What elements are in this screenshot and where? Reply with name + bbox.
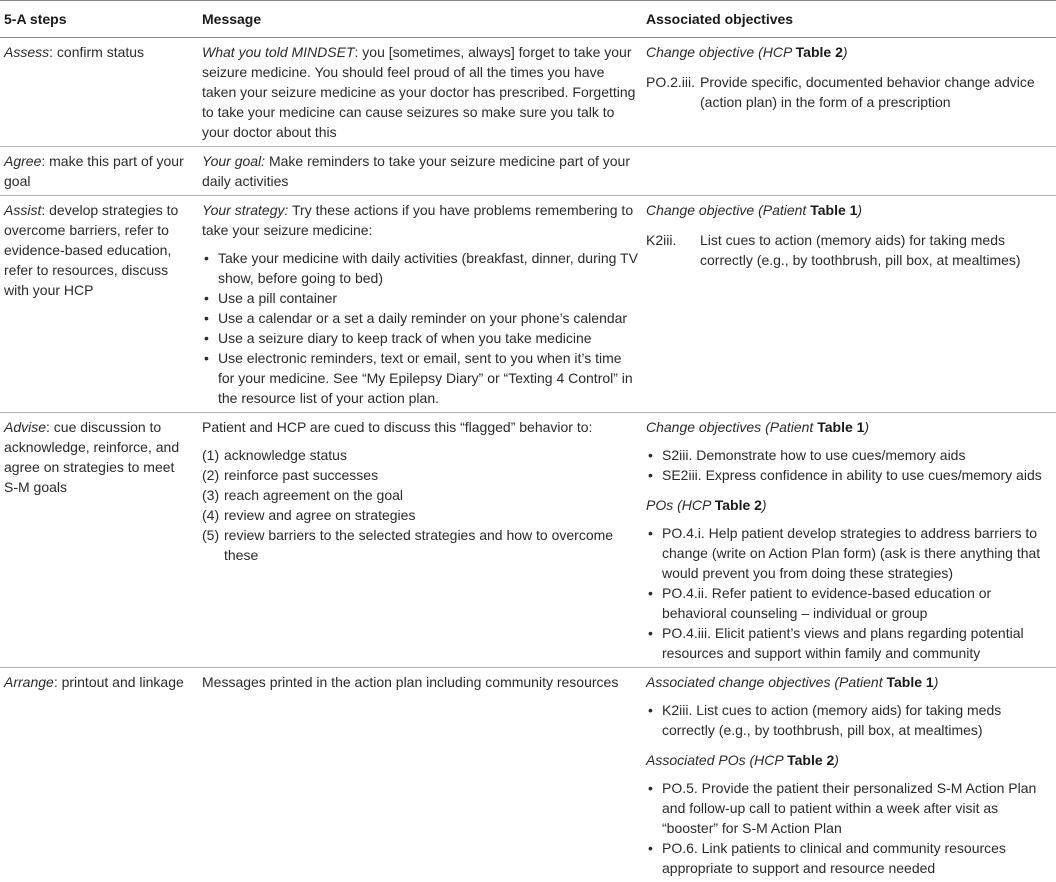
bullet-icon: • [648, 702, 653, 718]
step-desc: : develop strategies to overcome barriers, refer to evidence-based education, refer to resources, discuss with your HCP [4, 202, 179, 298]
list-item [646, 623, 1052, 663]
list-item-text: reach agreement on the goal [224, 487, 404, 503]
list-item-text: Use a pill container [218, 290, 338, 306]
list-item-text: S2iii. Demonstrate how to use cues/memory aids [662, 447, 966, 463]
list-item [646, 778, 1052, 838]
heading-italic: Change objective (HCP [646, 44, 796, 60]
message-cell [194, 668, 642, 882]
step-cell [0, 196, 194, 413]
header-message: Message [194, 1, 642, 38]
bullet-icon: • [648, 525, 653, 541]
step-term: Assess [4, 44, 50, 60]
list-item [202, 328, 638, 348]
objective-item [646, 72, 1052, 112]
list-item [202, 288, 638, 308]
heading-bold: Table 1 [886, 674, 934, 690]
bullet-icon: • [648, 625, 653, 641]
list-number: (2) [202, 467, 220, 483]
list-item [646, 523, 1052, 583]
message-text: Make reminders to take your seizure medicine part of your daily activities [202, 153, 630, 189]
step-desc: : confirm status [49, 44, 145, 60]
objectives-cell [642, 147, 1056, 196]
list-item [202, 348, 638, 408]
strategy-list [202, 248, 638, 408]
objective-code: K2iii. [646, 232, 677, 248]
step-term: Advise [4, 419, 47, 435]
objective-heading [646, 495, 1052, 515]
objective-text: List cues to action (memory aids) for taking meds correctly (e.g., by toothbrush, pill box, at mealtimes) [700, 232, 1021, 268]
objectives-cell [642, 38, 1056, 147]
message-cell [194, 413, 642, 668]
list-item-text: K2iii. List cues to action (memory aids) for taking meds correctly (e.g., by toothbrush, pill box, at mealtimes) [662, 702, 1002, 738]
bullet-icon: • [648, 780, 653, 796]
list-number: (5) [202, 527, 220, 543]
list-item-text: PO.4.i. Help patient develop strategies to address barriers to change (write on Action Plan form) (ask is there anything that would prevent you from doing these strategies) [662, 525, 1041, 581]
list-item-text: PO.5. Provide the patient their personalized S-M Action Plan and follow-up call to patient within a week after visit as “booster” for S-M Action Plan [662, 780, 1037, 836]
step-desc: : printout and linkage [53, 674, 184, 690]
heading-close: ) [933, 674, 939, 690]
header-objectives: Associated objectives [642, 1, 1056, 38]
list-item-text: SE2iii. Express confidence in ability to use cues/memory aids [662, 467, 1042, 483]
objective-heading [646, 750, 1052, 770]
objective-item [646, 230, 1052, 270]
list-number: (4) [202, 507, 220, 523]
table-row-assist [0, 196, 1056, 413]
bullet-icon: • [204, 330, 209, 346]
list-item-text: PO.4.iii. Elicit patient’s views and plans regarding potential resources and support within family and community [662, 625, 1024, 661]
heading-bold: Table 2 [787, 752, 835, 768]
bullet-icon: • [204, 250, 209, 266]
step-cell [0, 147, 194, 196]
message-intro: Your strategy: [202, 202, 289, 218]
objective-heading [646, 42, 1052, 62]
po-list [646, 523, 1052, 663]
message-cell [194, 38, 642, 147]
bullet-icon: • [648, 467, 653, 483]
list-item [202, 525, 638, 565]
step-cell [0, 413, 194, 668]
list-item [202, 505, 638, 525]
step-desc: : make this part of your goal [4, 153, 184, 189]
list-item-text: reinforce past successes [224, 467, 379, 483]
objective-heading [646, 417, 1052, 437]
list-item [646, 583, 1052, 623]
bullet-icon: • [648, 585, 653, 601]
list-item-text: Use a seizure diary to keep track of when you take medicine [218, 330, 592, 346]
heading-italic: Associated change objectives (Patient [646, 674, 887, 690]
objective-heading [646, 200, 1052, 220]
objective-list [646, 700, 1052, 740]
message-text: : you [sometimes, always] forget to take your seizure medicine. You should feel proud of all the times you have taken your seizure medicine as your doctor has prescribed. Forgetting to take your medicine can cause seizures so make sure you talk to your doctor about this [202, 44, 636, 140]
step-term: Arrange [4, 674, 54, 690]
list-item [202, 308, 638, 328]
list-item [646, 465, 1052, 485]
heading-italic: POs (HCP [646, 497, 715, 513]
list-item-text: acknowledge status [224, 447, 347, 463]
header-steps: 5-A steps [0, 1, 194, 38]
list-item-text: review barriers to the selected strategies and how to overcome these [224, 527, 614, 563]
discussion-list [202, 445, 638, 565]
step-cell [0, 668, 194, 882]
bullet-icon: • [648, 840, 653, 856]
list-item [646, 445, 1052, 465]
list-item-text: PO.6. Link patients to clinical and community resources appropriate to support and resource needed [662, 840, 1006, 876]
step-cell [0, 38, 194, 147]
list-item [202, 485, 638, 505]
table-row-assess [0, 38, 1056, 147]
objectives-cell [642, 196, 1056, 413]
list-item [202, 465, 638, 485]
objectives-cell [642, 413, 1056, 668]
message-text: Patient and HCP are cued to discuss this “flagged” behavior to: [202, 419, 593, 435]
heading-close: ) [834, 752, 839, 768]
list-item [646, 838, 1052, 878]
heading-bold: Table 1 [817, 419, 865, 435]
heading-close: ) [857, 202, 863, 218]
bullet-icon: • [648, 447, 653, 463]
list-item-text: Use electronic reminders, text or email, sent to you when it’s time for your medicine. See “My Epilepsy Diary” or “Texting 4 Control” in the resource list of your action plan. [218, 350, 633, 406]
list-item-text: Take your medicine with daily activities (breakfast, dinner, during TV show, before going to bed) [218, 250, 638, 286]
message-intro: Your goal: [202, 153, 266, 169]
list-item [202, 248, 638, 288]
heading-italic: Associated POs (HCP [646, 752, 788, 768]
objective-heading [646, 672, 1052, 692]
heading-italic: Change objective (Patient [646, 202, 811, 218]
step-term: Assist [4, 202, 42, 218]
message-cell [194, 147, 642, 196]
bullet-icon: • [204, 350, 209, 366]
heading-close: ) [864, 419, 870, 435]
step-desc: : cue discussion to acknowledge, reinforce, and agree on strategies to meet S-M goals [4, 419, 180, 495]
table-row-advise [0, 413, 1056, 668]
table-header-row [0, 1, 1056, 38]
heading-bold: Table 2 [714, 497, 762, 513]
heading-bold: Table 2 [795, 44, 843, 60]
message-text: Try these actions if you have problems remembering to take your seizure medicine: [202, 202, 634, 238]
list-item-text: Use a calendar or a set a daily reminder on your phone’s calendar [218, 310, 628, 326]
objective-text: Provide specific, documented behavior change advice (action plan) in the form of a prescription [700, 74, 1035, 110]
heading-close: ) [842, 44, 848, 60]
message-cell [194, 196, 642, 413]
bullet-icon: • [204, 310, 209, 326]
objective-code: PO.2.iii. [646, 74, 696, 90]
list-item [202, 445, 638, 465]
list-number: (3) [202, 487, 220, 503]
po-list [646, 778, 1052, 878]
list-item [646, 700, 1052, 740]
table-row-arrange [0, 668, 1056, 882]
objectives-cell [642, 668, 1056, 882]
list-number: (1) [202, 447, 220, 463]
heading-close: ) [761, 497, 767, 513]
table-row-agree [0, 147, 1056, 196]
list-item-text: review and agree on strategies [224, 507, 416, 523]
message-intro: What you told MINDSET [202, 44, 355, 60]
heading-italic: Change objectives (Patient [646, 419, 818, 435]
list-item-text: PO.4.ii. Refer patient to evidence-based education or behavioral counseling – individual or group [662, 585, 992, 621]
step-term: Agree [4, 153, 42, 169]
heading-bold: Table 1 [810, 202, 858, 218]
objective-list [646, 445, 1052, 485]
message-text: Messages printed in the action plan including community resources [202, 674, 619, 690]
bullet-icon: • [204, 290, 209, 306]
